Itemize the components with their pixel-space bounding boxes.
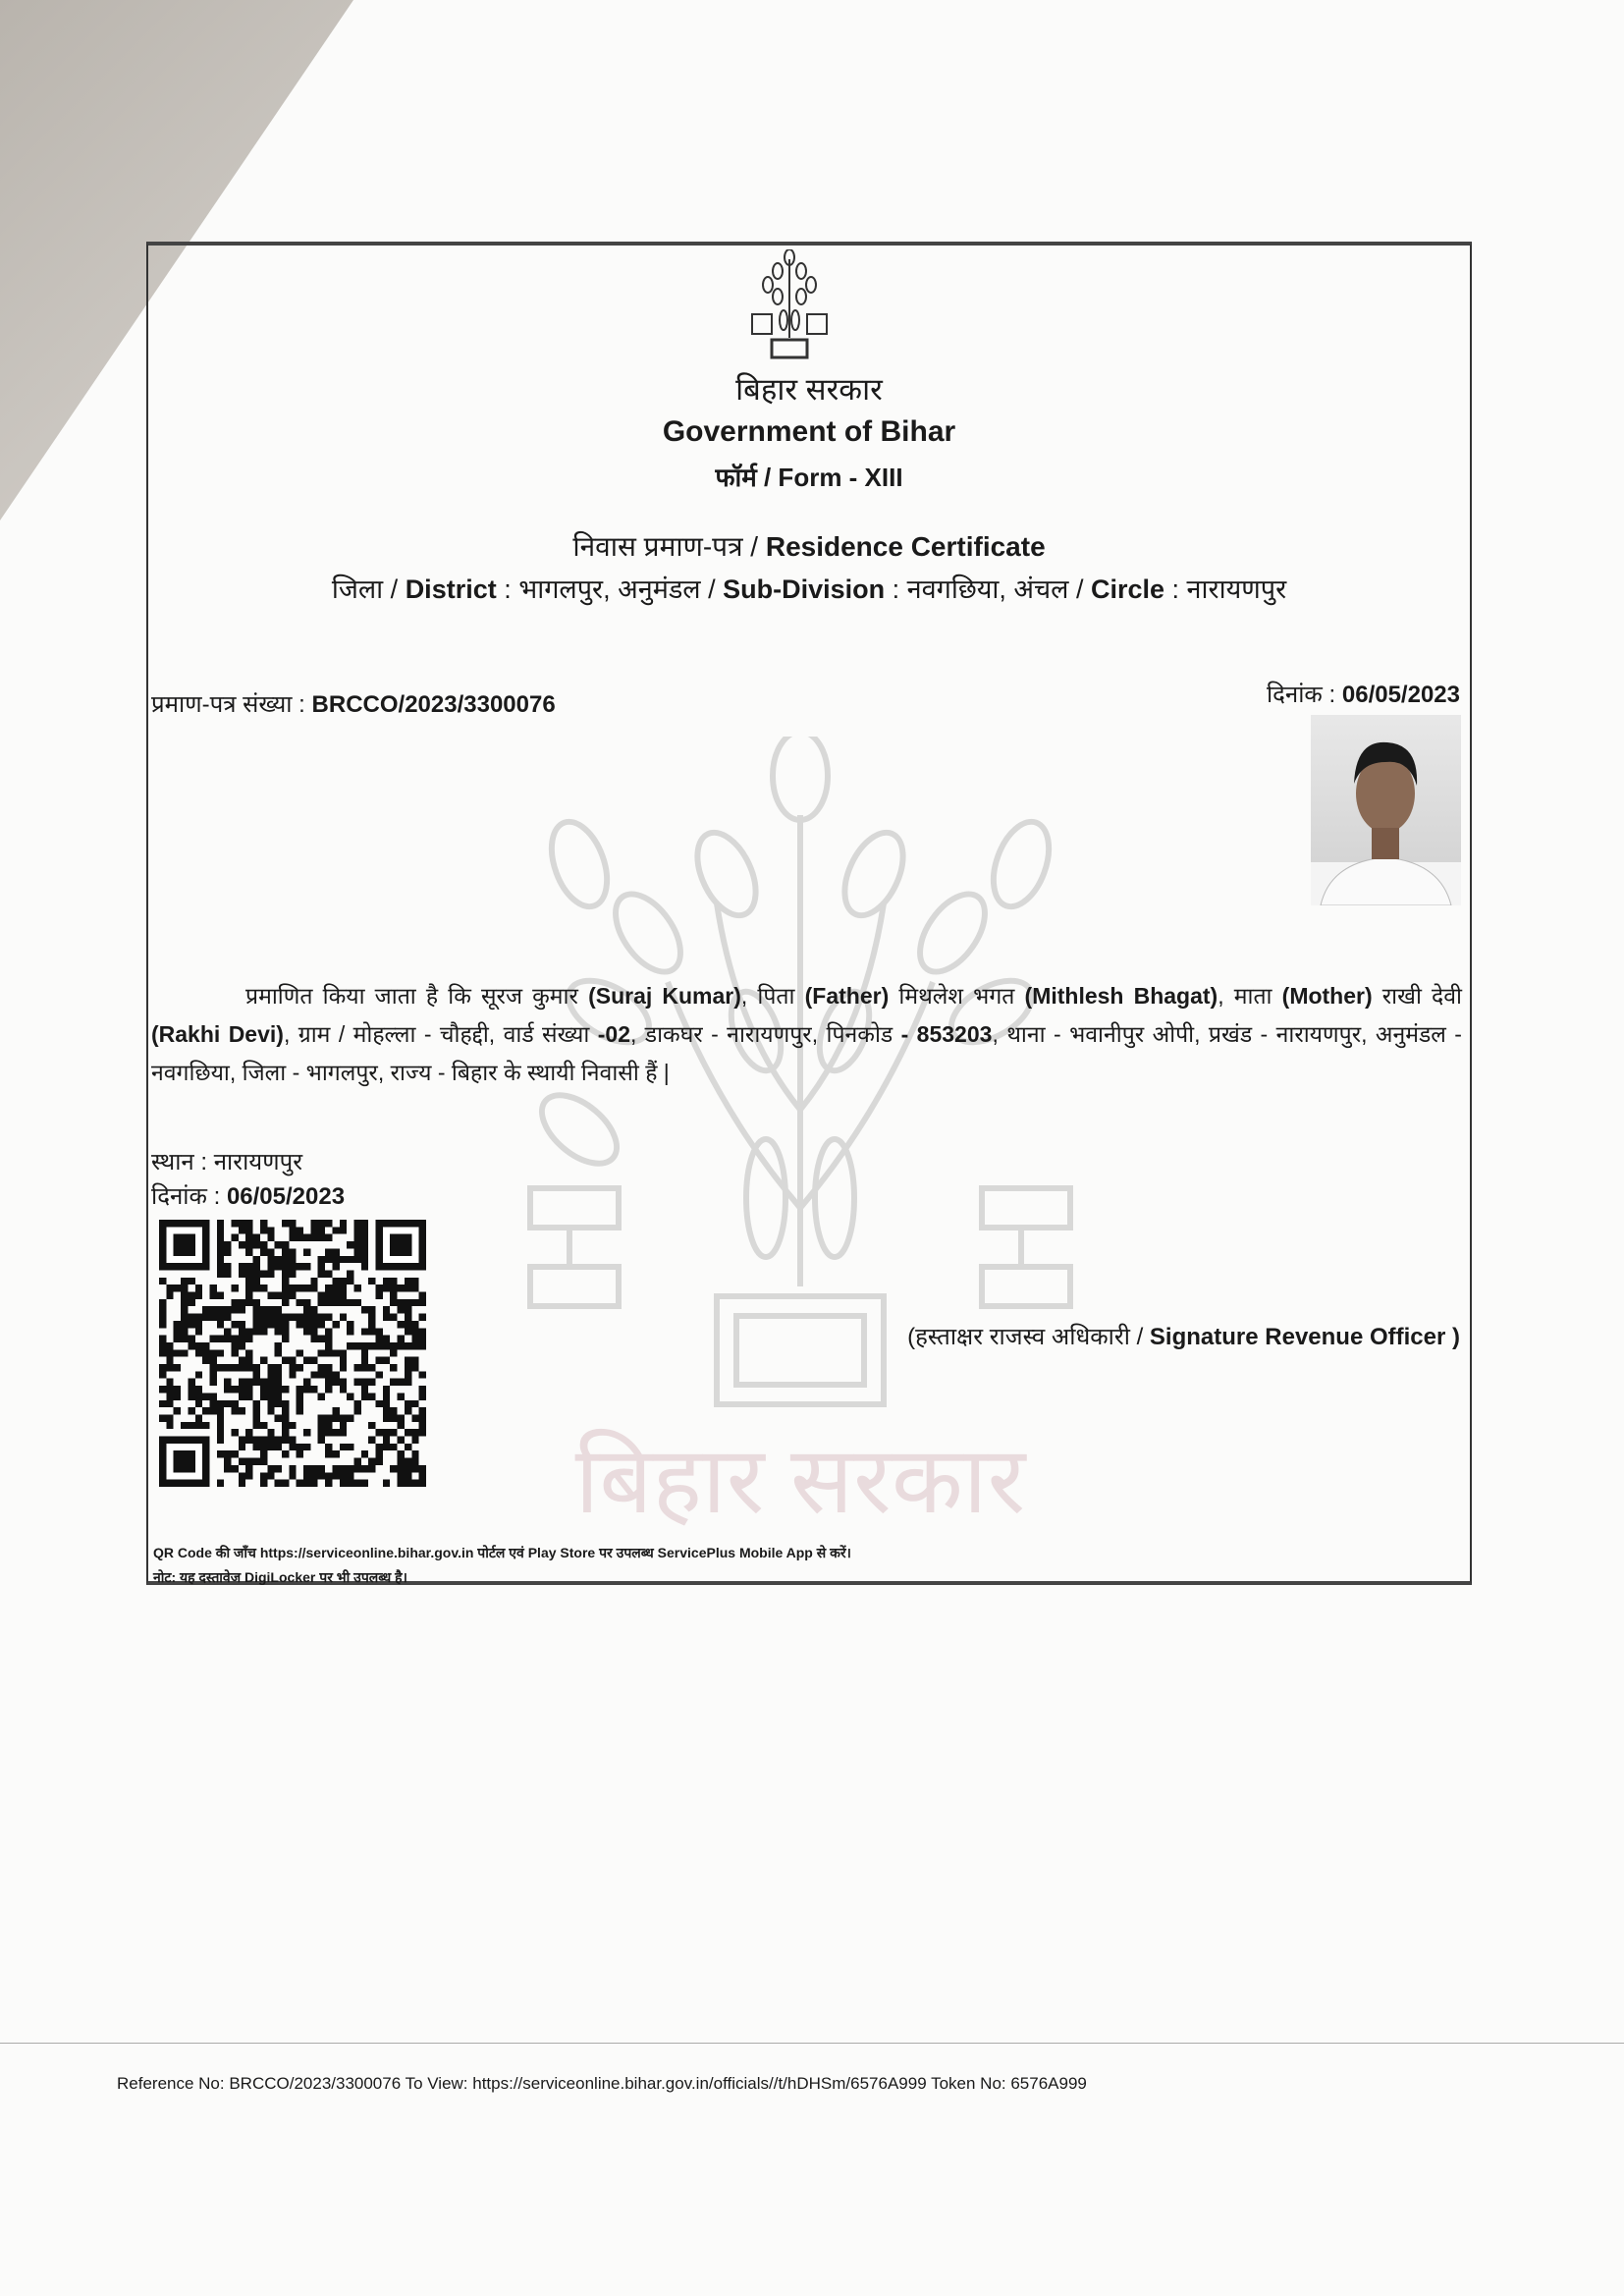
- digilocker-note: नोट: यह दस्तावेज DigiLocker पर भी उपलब्ध है।: [153, 1569, 407, 1585]
- pincode: - 853203: [900, 1021, 993, 1047]
- issue-date: [1267, 678, 1460, 710]
- district-label-hi: जिला /: [331, 574, 406, 604]
- place-label: स्थान :: [151, 1149, 214, 1175]
- signature-label: [907, 1320, 1460, 1352]
- ward-number: -02: [597, 1021, 630, 1047]
- father-label: (Father): [804, 983, 890, 1009]
- father-name: (Mithlesh Bhagat): [1024, 983, 1218, 1009]
- place-value: नारायणपुर: [213, 1149, 303, 1175]
- certificate-number-label: प्रमाण-पत्र संख्या :: [151, 691, 312, 718]
- applicant-name: (Suraj Kumar): [588, 983, 741, 1009]
- verification-qr-code[interactable]: [158, 1220, 427, 1487]
- place: [151, 1145, 302, 1177]
- mother-name: (Rakhi Devi): [151, 1021, 284, 1047]
- place-date-value: 06/05/2023: [226, 1183, 346, 1210]
- certificate-title-hi: निवास प्रमाण-पत्र /: [572, 531, 766, 562]
- certificate-number: [151, 687, 556, 720]
- certificate-body: [151, 977, 1462, 1092]
- circle-value: : नारायणपुर: [1164, 574, 1287, 604]
- issue-date-value: 06/05/2023: [1341, 682, 1460, 708]
- subdivision-label: Sub-Division: [723, 574, 886, 604]
- circle-label: Circle: [1091, 574, 1165, 604]
- title-hindi: बिहार सरकार: [735, 372, 883, 407]
- watermark-text: बिहार सरकार: [574, 1429, 1026, 1533]
- jurisdiction-line: [146, 570, 1472, 606]
- body-text: , माता: [1218, 983, 1282, 1009]
- issue-date-label: दिनांक :: [1266, 682, 1342, 708]
- certificate-number-value: BRCCO/2023/3300076: [311, 691, 556, 718]
- district-label: District: [405, 574, 497, 604]
- mother-label: (Mother): [1281, 983, 1373, 1009]
- applicant-photo: [1311, 715, 1461, 905]
- subdivision-value: : नवगछिया, अंचल /: [885, 574, 1091, 604]
- body-text: राखी देवी: [1372, 983, 1462, 1009]
- bihar-emblem-logo: [746, 249, 833, 359]
- body-text: मिथलेश भगत: [889, 983, 1025, 1009]
- body-text: , थाना - भवानीपुर ओपी, प्रखंड - नारायणपुर, अनुमंडल - नवगछिया, जिला - भागलपुर, राज्य - बिहार के स्थायी निवासी हैं |: [151, 1021, 1462, 1085]
- place-date: [151, 1179, 345, 1212]
- body-text: , डाकघर - नारायणपुर, पिनकोड: [630, 1021, 901, 1047]
- signature-label-hi: (हस्ताक्षर राजस्व अधिकारी /: [907, 1324, 1150, 1350]
- title-english: Government of Bihar: [662, 415, 956, 448]
- body-text: , पिता: [740, 983, 805, 1009]
- bihar-emblem-watermark: [520, 737, 1080, 1542]
- form-number: फॉर्म / Form - XIII: [715, 463, 903, 492]
- certificate-title-en: Residence Certificate: [765, 531, 1046, 562]
- place-date-label: दिनांक :: [151, 1183, 227, 1210]
- district-value: : भागलपुर, अनुमंडल /: [496, 574, 724, 604]
- footer-divider: [0, 2043, 1624, 2044]
- certificate-title: [146, 527, 1472, 565]
- body-text: , ग्राम / मोहल्ला - चौहद्दी, वार्ड संख्या: [283, 1021, 598, 1047]
- qr-verification-note: QR Code की जाँच https://serviceonline.bihar.gov.in पोर्टल एवं Play Store पर उपलब्ध ServicePlus Mobile App से करें।: [153, 1545, 851, 1560]
- signature-label-en: Signature Revenue Officer ): [1149, 1324, 1460, 1350]
- reference-line: Reference No: BRCCO/2023/3300076 To View: https://serviceonline.bihar.gov.in/officials//t/hDHSm/6576A999 Token No: 6576A999: [117, 2074, 1087, 2093]
- body-text: प्रमाणित किया जाता है कि सूरज कुमार: [245, 983, 589, 1009]
